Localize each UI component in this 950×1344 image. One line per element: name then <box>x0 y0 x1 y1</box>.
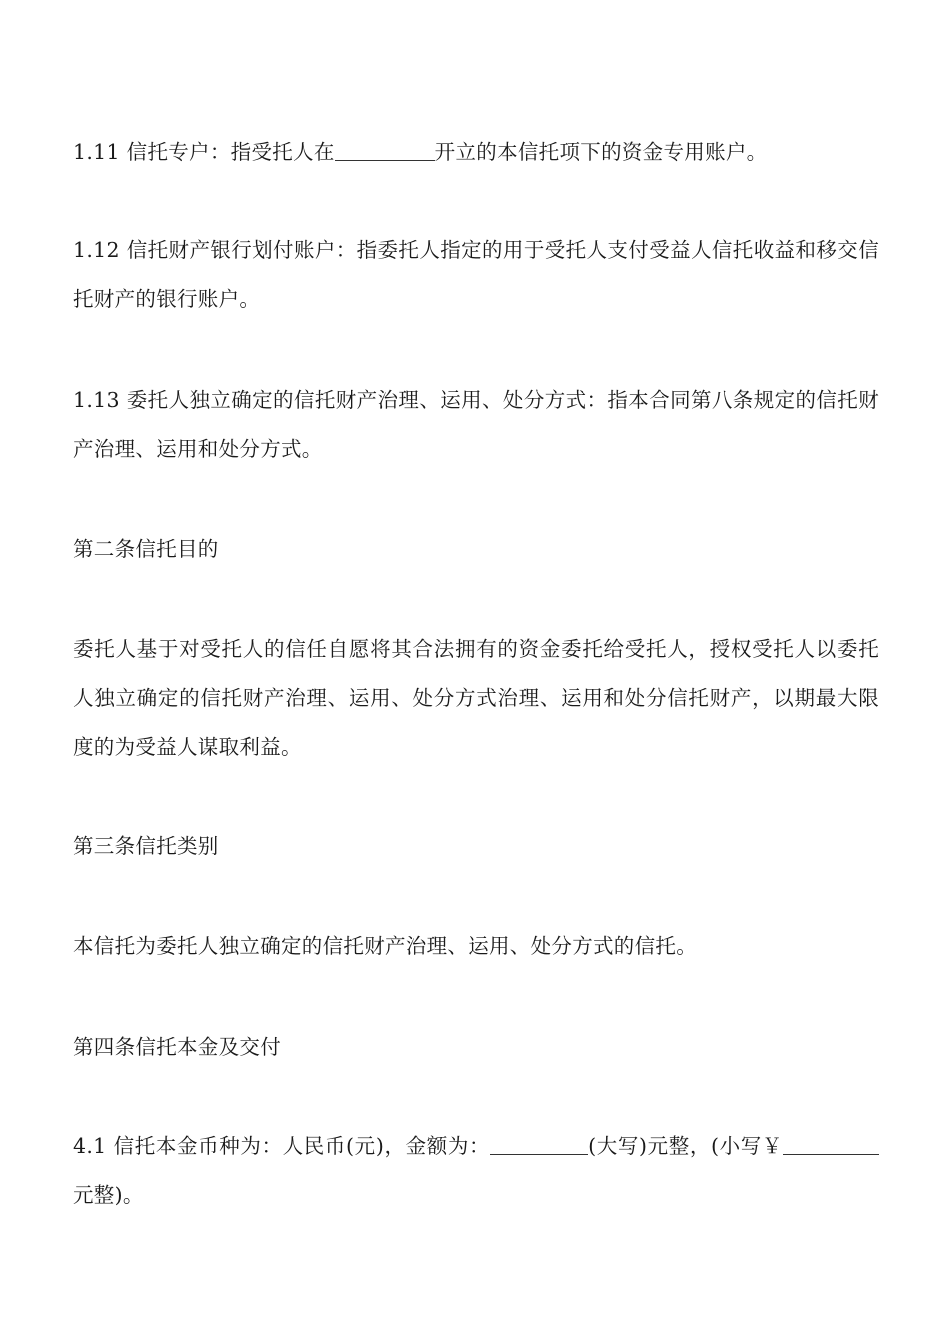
article-3-body: 本信托为委托人独立确定的信托财产治理、运用、处分方式的信托。 <box>73 934 697 958</box>
blank-amount-lowercase-part1[interactable] <box>783 1134 827 1156</box>
blank-trust-bank[interactable] <box>335 140 435 162</box>
clause-4-1-text-mid: (大写)元整，(小写￥ <box>588 1134 784 1158</box>
heading-article-4: 第四条信托本金及交付 <box>73 1035 281 1059</box>
heading-article-3: 第三条信托类别 <box>73 834 219 858</box>
clause-1-11 <box>73 128 879 177</box>
heading-article-2: 第二条信托目的 <box>73 537 219 561</box>
clause-4-1 <box>73 1122 879 1220</box>
clause-1-11-text-start: 1.11 信托专户：指受托人在 <box>73 140 335 164</box>
clause-1-11-text-end: 开立的本信托项下的资金专用账户。 <box>434 140 768 164</box>
clause-1-12: 1.12 信托财产银行划付账户：指委托人指定的用于受托人支付受益人信托收益和移交信托财产的银行账户。 <box>73 238 879 311</box>
blank-amount-uppercase[interactable] <box>490 1134 588 1156</box>
clause-4-1-text-start: 4.1 信托本金币种为：人民币(元)，金额为： <box>73 1134 491 1158</box>
article-2-body: 委托人基于对受托人的信任自愿将其合法拥有的资金委托给受托人，授权受托人以委托人独立确定的信托财产治理、运用、处分方式治理、运用和处分信托财产，以期最大限度的为受益人谋取利益。 <box>73 637 879 759</box>
blank-amount-lowercase-part2[interactable] <box>827 1134 879 1156</box>
clause-4-1-text-end: 元整)。 <box>73 1183 144 1207</box>
clause-1-13: 1.13 委托人独立确定的信托财产治理、运用、处分方式：指本合同第八条规定的信托财产治理、运用和处分方式。 <box>73 388 879 461</box>
